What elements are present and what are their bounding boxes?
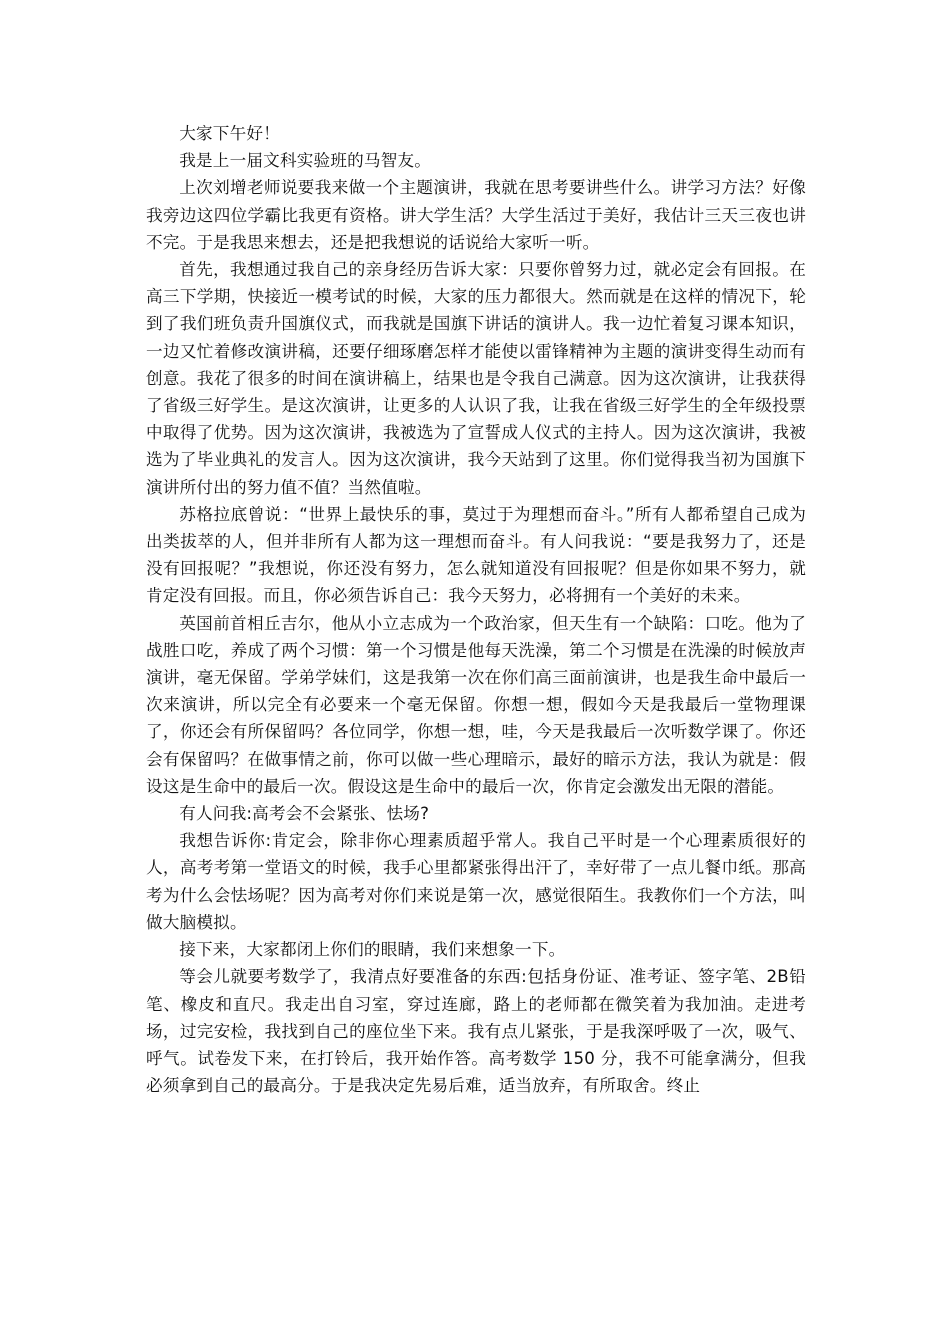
- exam-simulation-paragraph: 等会儿就要考数学了，我清点好要准备的东西:包括身份证、准考证、签字笔、2B铅笔、橡皮和直尺。我走出自习室，穿过连廊，路上的老师都在微笑着为我加油。走进考场，过完安检，我找到自己的座位坐下来。我有点儿紧张，于是我深呼吸了一次，吸气、呼气。试卷发下来，在打铃后，我开始作答。高考数学 150 分，我不可能拿满分，但我必须拿到自己的最高分。于是我决定先易后难，适当放弃，有所取舍。终止: [146, 967, 806, 1096]
- churchill-paragraph: 英国前首相丘吉尔，他从小立志成为一个政治家，但天生有一个缺陷：口吃。他为了战胜口吃，养成了两个习惯：第一个习惯是他每天洗澡，第二个习惯是在洗澡的时候放声演讲，毫无保留。学弟学妹们，这是我第一次在你们高三面前演讲，也是我生命中最后一次来演讲，所以完全有必要来一个毫无保留。你想一想，假如今天是我最后一堂物理课了，你还会有所保留吗？各位同学，你想一想，哇，今天是我最后一次听数学课了。你还会有保留吗？在做事情之前，你可以做一些心理暗示，最好的暗示方法，我认为就是：假设这是生命中的最后一次。假设这是生命中的最后一次，你肯定会激发出无限的潜能。: [146, 613, 806, 796]
- greeting-paragraph: 大家下午好！: [179, 124, 280, 143]
- question-paragraph: 有人问我:高考会不会紧张、怯场?: [179, 804, 430, 824]
- socrates-paragraph: 苏格拉底曾说：“世界上最快乐的事，莫过于为理想而奋斗。”所有人都希望自己成为出类拔萃的人，但并非所有人都为这一理想而奋斗。有人问我说：“要是我努力了，还是没有回报呢？”我想说，你还没有努力，怎么就知道没有回报呢？但是你如果不努力，就肯定没有回报。而且，你必须告诉自己：我今天努力，必将拥有一个美好的未来。: [146, 504, 806, 606]
- imagine-paragraph: 接下来，大家都闭上你们的眼睛，我们来想象一下。: [179, 940, 566, 960]
- topic-paragraph: 上次刘增老师说要我来做一个主题演讲，我就在思考要讲些什么。讲学习方法？好像我旁边这四位学霸比我更有资格。讲大学生活？大学生活过于美好，我估计三天三夜也讲不完。于是我思来想去，还是把我想说的话说给大家听一听。: [146, 178, 806, 252]
- speech-body: [146, 120, 806, 1099]
- answer-paragraph: 我想告诉你:肯定会，除非你心理素质超乎常人。我自己平时是一个心理素质很好的人，高考考第一堂语文的时候，我手心里都紧张得出汗了，幸好带了一点儿餐巾纸。那高考为什么会怯场呢？因为高考对你们来说是第一次，感觉很陌生。我教你们一个方法，叫做大脑模拟。: [146, 831, 806, 932]
- self-intro-paragraph: 我是上一届文科实验班的马智友。: [179, 151, 432, 171]
- effort-story-paragraph: 首先，我想通过我自己的亲身经历告诉大家：只要你曾努力过，就必定会有回报。在高三下学期，快接近一模考试的时候，大家的压力都很大。然而就是在这样的情况下，轮到了我们班负责升国旗仪式，而我就是国旗下讲话的演讲人。我一边忙着复习课本知识，一边又忙着修改演讲稿，还要仔细琢磨怎样才能使以雷锋精神为主题的演讲变得生动而有创意。我花了很多的时间在演讲稿上，结果也是令我自己满意。因为这次演讲，让我获得了省级三好学生。是这次演讲，让更多的人认识了我，让我在省级三好学生的全年级投票中取得了优势。因为这次演讲，我被选为了宣誓成人仪式的主持人。因为这次演讲，我被选为了毕业典礼的发言人。因为这次演讲，我今天站到了这里。你们觉得我当初为国旗下演讲所付出的努力值不值？当然值啦。: [146, 260, 806, 497]
